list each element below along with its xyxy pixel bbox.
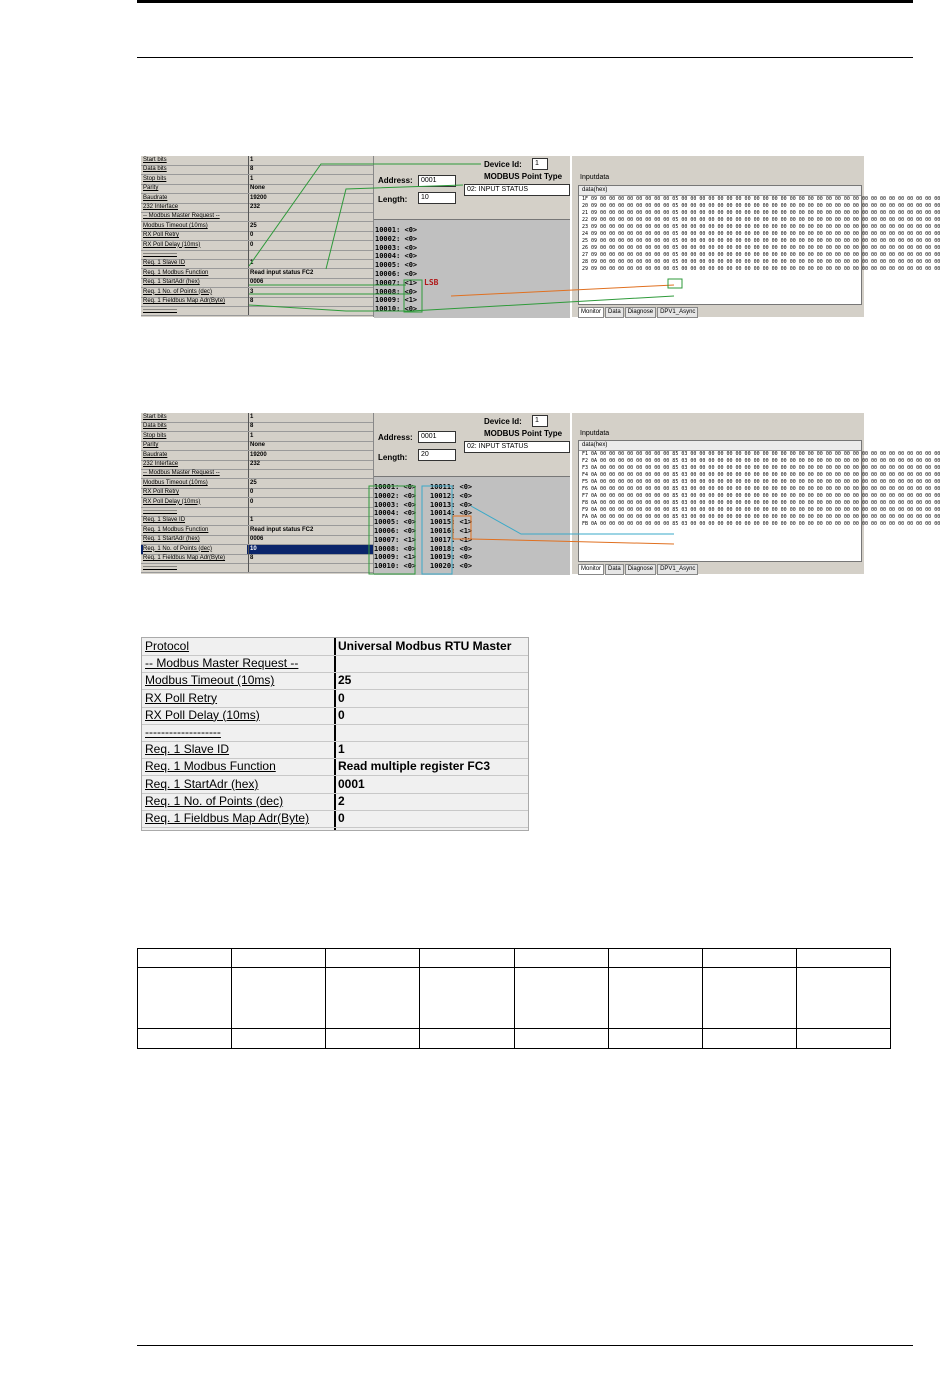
table-row [138, 968, 891, 1029]
hex-column-header: data(hex) [579, 441, 861, 451]
point-type-select[interactable]: 02: INPUT STATUS [464, 441, 570, 453]
coil-status-line: 10008: <0> [375, 287, 418, 296]
tab-data[interactable]: Data [605, 307, 624, 318]
table-cell [326, 968, 420, 1029]
table-cell [232, 1029, 326, 1049]
hex-data-row: F2 0A 00 00 00 00 00 00 00 00 85 03 00 00 00 00 00 00 00 00 00 00 00 00 00 00 00 00 00 00 00 00 00 00 00 00 00 00 00 00 [582, 458, 941, 464]
param-label: Req. 1 Slave ID [143, 517, 186, 524]
address-label: Address: [378, 176, 413, 185]
tab-monitor[interactable]: Monitor [578, 307, 604, 318]
protocol-row[interactable] [142, 655, 528, 673]
footer-rule [137, 1345, 913, 1346]
table-cell [608, 949, 702, 968]
coil-status-line: 10009: <1> [375, 296, 418, 305]
coil-status-line: 10010: <0> [375, 305, 418, 314]
tab-data[interactable]: Data [605, 564, 624, 575]
annotation-lines [141, 413, 941, 574]
param-value[interactable]: 10 [250, 545, 370, 554]
table-cell [420, 1029, 514, 1049]
protocol-param-label: RX Poll Delay (10ms) [145, 707, 260, 722]
hex-data-row: F4 0A 00 00 00 00 00 00 00 00 85 03 00 00 00 00 00 00 00 00 00 00 00 00 00 00 00 00 00 00 00 00 00 00 00 00 00 00 00 00 [582, 472, 941, 478]
header-top-rule [137, 0, 913, 3]
hex-data-row: 26 09 00 00 00 00 00 00 00 00 05 00 00 00 00 00 00 00 00 00 00 00 00 00 00 00 00 00 00 00 00 00 00 00 00 00 00 00 00 00 [582, 245, 941, 251]
protocol-row[interactable] [142, 741, 528, 759]
tab-monitor[interactable]: Monitor [578, 564, 604, 575]
param-value[interactable]: 8 [250, 166, 254, 173]
hex-column-header: data(hex) [579, 186, 861, 196]
table-cell [796, 968, 890, 1029]
coil-status-line: 10006: <0> [375, 270, 418, 278]
device-id-field[interactable]: 1 [532, 415, 548, 427]
param-label: Start bits [143, 157, 167, 163]
param-value[interactable]: 8 [250, 555, 254, 561]
table-cell [138, 1029, 232, 1049]
coil-status-line: 10003: <0> [375, 243, 418, 252]
param-label: Parity [143, 185, 159, 192]
param-value[interactable]: None [250, 185, 265, 192]
param-value[interactable]: 0 [250, 489, 254, 496]
table-cell [796, 1029, 890, 1049]
coil-status-line: 10019: <0> [430, 553, 473, 562]
protocol-row[interactable] [142, 724, 528, 742]
header-thin-rule [137, 57, 913, 58]
protocol-param-value[interactable]: 0 [338, 690, 345, 705]
table-cell [326, 949, 420, 968]
inputdata-title: Inputdata [580, 430, 610, 437]
protocol-row[interactable] [142, 638, 528, 656]
protocol-row[interactable] [142, 810, 528, 828]
param-value[interactable]: 0 [250, 241, 254, 248]
hex-data-row: 22 09 00 00 00 00 00 00 00 00 05 00 00 00 00 00 00 00 00 00 00 00 00 00 00 00 00 00 00 00 00 00 00 00 00 00 00 00 00 00 [582, 217, 941, 223]
hex-data-row: F8 0A 00 00 00 00 00 00 00 00 85 03 00 00 00 00 00 00 00 00 00 00 00 00 00 00 00 00 00 00 00 00 00 00 00 00 00 00 00 00 [582, 500, 941, 506]
table-cell [514, 968, 608, 1029]
param-value[interactable]: Read input status FC2 [250, 269, 314, 276]
protocol-param-value[interactable]: 0001 [338, 776, 365, 791]
coil-status-line: 10012: <0> [430, 491, 473, 500]
empty-table [137, 948, 891, 1049]
coil-status-line: 10007: <1> [375, 278, 418, 287]
param-value[interactable]: 25 [250, 479, 257, 486]
table-cell [608, 1029, 702, 1049]
param-label: Stop bits [143, 175, 167, 182]
length-label: Length: [378, 195, 408, 204]
param-label: Req. 1 No. of Points (dec) [143, 545, 247, 554]
param-value[interactable]: 25 [250, 222, 257, 229]
protocol-row[interactable] [142, 672, 528, 690]
coil-status-line: 10004: <0> [375, 252, 418, 261]
length-label: Length: [378, 453, 408, 462]
length-field[interactable]: 20 [418, 449, 456, 461]
param-value[interactable]: 0006 [250, 536, 264, 543]
coil-status-line: 10014: <0> [430, 509, 473, 518]
param-value[interactable]: 1 [250, 260, 254, 267]
protocol-row[interactable] [142, 793, 528, 811]
hex-data-row: 20 09 00 00 00 00 00 00 00 00 05 00 00 00 00 00 00 00 00 00 00 00 00 00 00 00 00 00 00 00 00 00 00 00 00 00 00 00 00 00 [582, 203, 941, 209]
param-label: Data bits [143, 166, 167, 173]
tab-dpv1-async[interactable]: DPV1_Async [657, 564, 698, 575]
device-id-label: Device Id: [484, 417, 522, 426]
screenshot-input-status-3-points [141, 156, 941, 317]
param-label: Modbus Timeout (10ms) [143, 222, 208, 229]
protocol-param-value[interactable]: Read multiple register FC3 [338, 759, 491, 774]
protocol-param-value[interactable]: 2 [338, 793, 345, 808]
param-label: Req. 1 Modbus Function [143, 526, 209, 533]
param-label: Req. 1 Modbus Function [143, 269, 209, 276]
coil-status-line: 10016: <1> [430, 527, 473, 535]
param-value[interactable]: 232 [250, 461, 261, 467]
param-value[interactable]: 1 [250, 175, 254, 182]
param-value[interactable]: 232 [250, 204, 261, 210]
param-label: ----------------- [143, 251, 177, 257]
param-value[interactable]: 1 [250, 517, 254, 524]
protocol-param-value[interactable]: 0 [338, 811, 345, 825]
param-label: Data bits [143, 423, 167, 430]
param-value[interactable]: 3 [250, 288, 254, 295]
table-cell [702, 949, 796, 968]
point-type-label: MODBUS Point Type [484, 429, 563, 438]
screenshot-input-status-10-points [141, 413, 941, 574]
hex-data-row: 23 09 00 00 00 00 00 00 00 00 05 00 00 00 00 00 00 00 00 00 00 00 00 00 00 00 00 00 00 00 00 00 00 00 00 00 00 00 00 00 [582, 224, 941, 230]
hex-data-row: F6 0A 00 00 00 00 00 00 00 00 85 03 00 00 00 00 00 00 00 00 00 00 00 00 00 00 00 00 00 00 00 00 00 00 00 00 00 00 00 00 [582, 486, 941, 492]
hex-data-row: 28 09 00 00 00 00 00 00 00 00 05 00 00 00 00 00 00 00 00 00 00 00 00 00 00 00 00 00 00 00 00 00 00 00 00 00 00 00 00 00 [582, 259, 941, 265]
protocol-param-label: Req. 1 Modbus Function [145, 759, 276, 774]
address-label: Address: [378, 433, 413, 442]
table-cell [138, 968, 232, 1029]
param-label: -- Modbus Master Request -- [143, 213, 220, 220]
point-type-select[interactable]: 02: INPUT STATUS [464, 184, 570, 196]
protocol-param-label: Protocol [145, 639, 190, 653]
protocol-param-label: Req. 1 No. of Points (dec) [145, 793, 284, 808]
protocol-param-label: Req. 1 Fieldbus Map Adr(Byte) [145, 811, 310, 825]
coil-status-line: 10003: <0> [374, 500, 417, 509]
param-label: RX Poll Retry [143, 232, 180, 239]
coil-status-line: 10015: <1> [430, 518, 473, 527]
param-label: Req. 1 Fieldbus Map Adr(Byte) [143, 555, 226, 561]
param-value[interactable]: 8 [250, 298, 254, 304]
table-cell [702, 968, 796, 1029]
protocol-param-value[interactable]: 1 [338, 742, 345, 757]
hex-data-row: 21 09 00 00 00 00 00 00 00 00 05 00 00 00 00 00 00 00 00 00 00 00 00 00 00 00 00 00 00 00 00 00 00 00 00 00 00 00 00 00 [582, 210, 941, 216]
param-label: 232 Interface [143, 204, 179, 210]
device-id-field[interactable]: 1 [532, 158, 548, 170]
tab-diagnose[interactable]: Diagnose [625, 307, 656, 318]
param-label: ----------------- [143, 564, 177, 571]
param-label: Modbus Timeout (10ms) [143, 479, 208, 486]
table-cell [514, 949, 608, 968]
protocol-parameter-table [141, 637, 529, 831]
coil-status-line: 10011: <0> [430, 483, 473, 491]
param-label: Req. 1 Fieldbus Map Adr(Byte) [143, 298, 226, 304]
coil-status-line: 10017: <1> [430, 535, 473, 544]
protocol-row[interactable] [142, 690, 528, 708]
inputdata-title: Inputdata [580, 174, 610, 181]
param-label: ----------------- [143, 307, 177, 314]
table-cell [608, 968, 702, 1029]
table-row [138, 949, 891, 968]
coil-status-line: 10020: <0> [430, 562, 473, 571]
coil-status-line: 10001: <0> [374, 483, 417, 491]
table-cell [420, 968, 514, 1029]
param-label: Baudrate [143, 194, 168, 201]
protocol-param-label: -- Modbus Master Request -- [145, 656, 299, 671]
coil-status-line: 10008: <0> [374, 544, 417, 553]
param-value[interactable]: 0006 [250, 279, 264, 286]
param-label: -- Modbus Master Request -- [143, 470, 220, 477]
hex-data-row: F9 0A 00 00 00 00 00 00 00 00 85 03 00 00 00 00 00 00 00 00 00 00 00 00 00 00 00 00 00 00 00 00 00 00 00 00 00 00 00 00 [582, 507, 941, 513]
tab-diagnose[interactable]: Diagnose [625, 564, 656, 575]
protocol-row[interactable] [142, 707, 528, 725]
protocol-param-label: Req. 1 StartAdr (hex) [145, 776, 259, 791]
param-value[interactable]: 1 [250, 157, 254, 163]
coil-status-line: 10006: <0> [374, 527, 417, 535]
hex-data-row: 29 09 00 00 00 00 00 00 00 00 05 00 00 00 00 00 00 00 00 00 00 00 00 00 00 00 00 00 00 00 00 00 00 00 00 00 00 00 00 00 [582, 266, 941, 272]
param-value[interactable]: 8 [250, 423, 254, 430]
coil-status-line: 10007: <1> [374, 535, 417, 544]
hex-data-row: 1F 09 00 00 00 00 00 00 00 00 05 00 00 00 00 00 00 00 00 00 00 00 00 00 00 00 00 00 00 00 00 00 00 00 00 00 00 00 00 00 [582, 196, 941, 202]
param-value[interactable]: 1 [250, 414, 254, 420]
coil-status-line: 10013: <0> [430, 500, 473, 509]
param-value[interactable]: 0 [250, 498, 254, 505]
param-label: Parity [143, 442, 159, 449]
param-value[interactable]: 0 [250, 232, 254, 239]
param-label: 232 Interface [143, 461, 179, 467]
param-label: Req. 1 StartAdr (hex) [143, 279, 200, 286]
param-label: RX Poll Delay (10ms) [143, 241, 201, 248]
param-value[interactable]: None [250, 442, 265, 449]
coil-status-line: 10002: <0> [375, 234, 418, 243]
coil-status-line: 10005: <0> [374, 518, 417, 527]
length-field[interactable]: 10 [418, 192, 456, 204]
protocol-param-label: ------------------- [145, 725, 221, 739]
protocol-param-value[interactable]: Universal Modbus RTU Master [338, 639, 512, 653]
hex-data-row: F5 0A 00 00 00 00 00 00 00 00 85 03 00 00 00 00 00 00 00 00 00 00 00 00 00 00 00 00 00 00 00 00 00 00 00 00 00 00 00 00 [582, 479, 941, 485]
coil-status-line: 10018: <0> [430, 544, 473, 553]
protocol-param-label: RX Poll Retry [145, 690, 218, 705]
table-cell [514, 1029, 608, 1049]
address-field[interactable]: 0001 [418, 175, 456, 187]
annotation-lines [141, 156, 941, 317]
protocol-row[interactable] [142, 758, 528, 776]
table-cell [138, 949, 232, 968]
param-label: Req. 1 No. of Points (dec) [143, 288, 213, 295]
param-label: Req. 1 StartAdr (hex) [143, 536, 200, 543]
param-value[interactable]: 19200 [250, 451, 267, 458]
param-value[interactable]: Read input status FC2 [250, 526, 314, 533]
hex-data-row: F1 0A 00 00 00 00 00 00 00 00 85 03 00 00 00 00 00 00 00 00 00 00 00 00 00 00 00 00 00 00 00 00 00 00 00 00 00 00 00 00 [582, 451, 941, 457]
coil-status-line: 10009: <1> [374, 553, 417, 562]
table-cell [702, 1029, 796, 1049]
param-label: ----------------- [143, 508, 177, 514]
hex-data-row: 24 09 00 00 00 00 00 00 00 00 05 00 00 00 00 00 00 00 00 00 00 00 00 00 00 00 00 00 00 00 00 00 00 00 00 00 00 00 00 00 [582, 231, 941, 237]
param-label: RX Poll Delay (10ms) [143, 498, 201, 505]
hex-data-row: FA 0A 00 00 00 00 00 00 00 00 85 03 00 00 00 00 00 00 00 00 00 00 00 00 00 00 00 00 00 00 00 00 00 00 00 00 00 00 00 00 [582, 514, 941, 520]
point-type-label: MODBUS Point Type [484, 172, 563, 181]
param-label: Req. 1 Slave ID [143, 260, 186, 267]
address-field[interactable]: 0001 [418, 431, 456, 443]
lsb-annotation: LSB [424, 277, 439, 287]
protocol-param-label: Modbus Timeout (10ms) [145, 673, 275, 688]
coil-status-line: 10001: <0> [375, 226, 418, 234]
coil-status-line: 10005: <0> [375, 261, 418, 270]
param-label: Baudrate [143, 451, 168, 458]
param-value[interactable]: 1 [250, 432, 254, 439]
device-id-label: Device Id: [484, 160, 522, 169]
hex-data-row: 27 09 00 00 00 00 00 00 00 00 05 00 00 00 00 00 00 00 00 00 00 00 00 00 00 00 00 00 00 00 00 00 00 00 00 00 00 00 00 00 [582, 252, 941, 258]
param-label: Start bits [143, 414, 167, 420]
protocol-param-value[interactable]: 25 [338, 673, 352, 688]
table-cell [232, 968, 326, 1029]
table-row [138, 1029, 891, 1049]
coil-status-line: 10002: <0> [374, 491, 417, 500]
param-value[interactable]: 19200 [250, 194, 267, 201]
hex-data-row: F7 0A 00 00 00 00 00 00 00 00 85 03 00 00 00 00 00 00 00 00 00 00 00 00 00 00 00 00 00 00 00 00 00 00 00 00 00 00 00 00 [582, 493, 941, 499]
table-cell [232, 949, 326, 968]
protocol-row[interactable] [142, 776, 528, 794]
table-cell [420, 949, 514, 968]
hex-data-row: 25 09 00 00 00 00 00 00 00 00 05 00 00 00 00 00 00 00 00 00 00 00 00 00 00 00 00 00 00 00 00 00 00 00 00 00 00 00 00 00 [582, 238, 941, 244]
param-label: Stop bits [143, 432, 167, 439]
protocol-param-label: Req. 1 Slave ID [145, 742, 230, 757]
table-cell [326, 1029, 420, 1049]
protocol-param-value[interactable]: 0 [338, 707, 345, 722]
hex-data-row: F3 0A 00 00 00 00 00 00 00 00 85 03 00 00 00 00 00 00 00 00 00 00 00 00 00 00 00 00 00 00 00 00 00 00 00 00 00 00 00 00 [582, 465, 941, 471]
param-label: RX Poll Retry [143, 489, 180, 496]
hex-data-row: FB 0A 00 00 00 00 00 00 00 00 85 03 00 00 00 00 00 00 00 00 00 00 00 00 00 00 00 00 00 00 00 00 00 00 00 00 00 00 00 00 [582, 521, 941, 527]
tab-dpv1-async[interactable]: DPV1_Async [657, 307, 698, 318]
table-cell [796, 949, 890, 968]
coil-status-line: 10010: <0> [374, 562, 417, 571]
coil-status-line: 10004: <0> [374, 509, 417, 518]
